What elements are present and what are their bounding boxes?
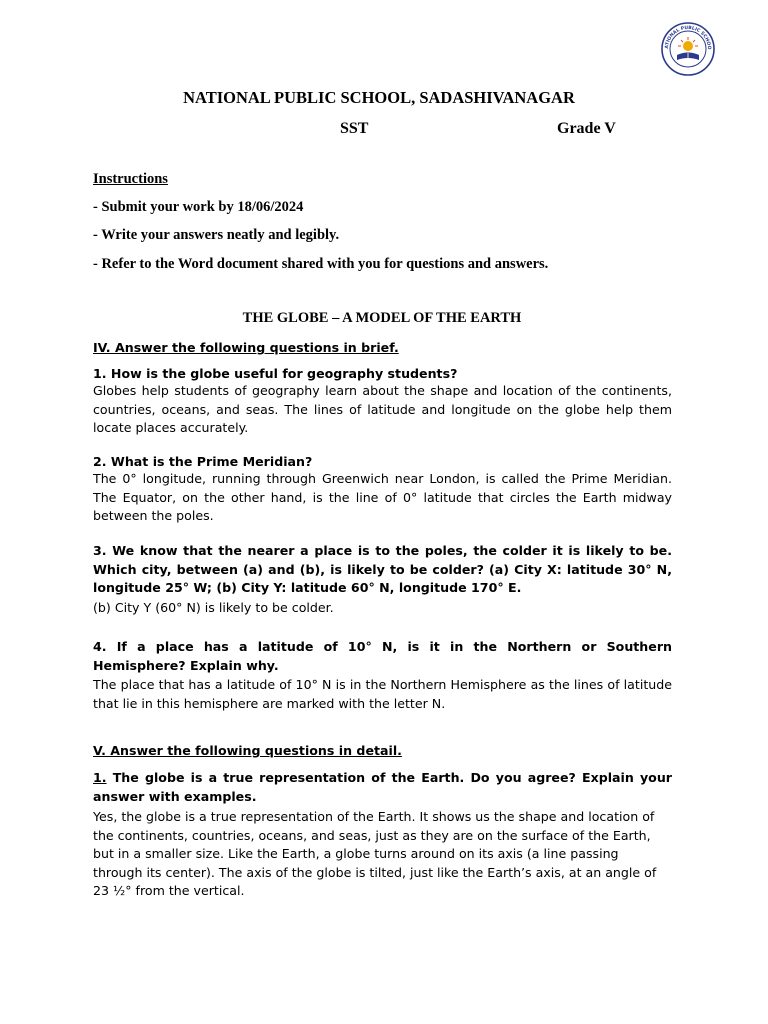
question-text: 2. What is the Prime Meridian? (93, 454, 313, 469)
instruction-item: - Refer to the Word document shared with you for questions and answers. (93, 256, 549, 272)
answer-text: Globes help students of geography learn about the shape and location of the continents, countries, oceans, and seas. The lines of latitude and longitude on the globe help them locate places accurately. (93, 383, 672, 436)
instruction-item: - Submit your work by 18/06/2024 (93, 199, 304, 215)
subject-label: SST (340, 120, 369, 137)
question-text: 4. If a place has a latitude of 10° N, is it in the Northern or Southern Hemisphere? Explain why. (93, 639, 672, 673)
school-logo (661, 22, 715, 76)
answer-text: The 0° longitude, running through Greenwich near London, is called the Prime Meridian. The Equator, on the other hand, is the line of 0° latitude that circles the Earth midway between the poles. (93, 471, 672, 524)
school-name: NATIONAL PUBLIC SCHOOL, SADASHIVANAGAR (183, 88, 575, 107)
question-text: 3. We know that the nearer a place is to the poles, the colder it is likely to be. Which city, between (a) and (b), is likely to be colder? (a) City X: latitude 30° N, longitude 25° W; (b) City Y: latitude 60° N, longitude 170° E. (93, 543, 672, 596)
section-heading: IV. Answer the following questions in brief. (93, 340, 399, 355)
question-number: 1. (93, 770, 107, 785)
question-text: The globe is a true representation of the Earth. Do you agree? Explain your answer with examples. (93, 770, 672, 804)
question-block (93, 769, 672, 806)
svg-text:NATIONAL PUBLIC SCHOOL: ATIONAL PUBLIC SCHOO (664, 25, 712, 50)
answer-text: Yes, the globe is a true representation of the Earth. It shows us the shape and location of the continents, countries, oceans, and seas, just as they are on the surface of the Earth, but in a smaller size. Like the Earth, a globe turns around on its axis (a line passing through its center). The axis of the globe is tilted, just like the Earth’s axis, at an angle of 23 ½° from the vertical. (93, 809, 657, 899)
chapter-title: THE GLOBE – A MODEL OF THE EARTH (242, 310, 522, 326)
instruction-item: - Write your answers neatly and legibly. (93, 227, 340, 243)
section-heading: V. Answer the following questions in detail. (93, 743, 402, 758)
answer-text: The place that has a latitude of 10° N is in the Northern Hemisphere as the lines of latitude that lie in this hemisphere are marked with the letter N. (93, 677, 672, 711)
answer-text: (b) City Y (60° N) is likely to be colder. (93, 600, 334, 615)
instructions-heading: Instructions (93, 171, 168, 187)
grade-label: Grade V (557, 120, 616, 137)
question-text: 1. How is the globe useful for geography students? (93, 366, 458, 381)
